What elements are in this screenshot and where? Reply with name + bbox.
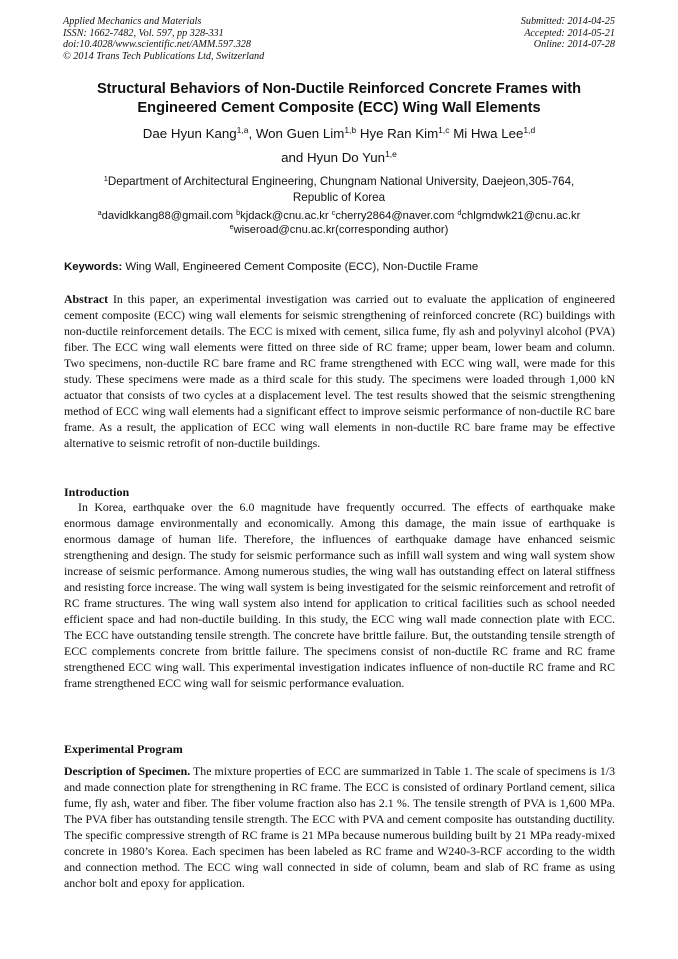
keywords-label: Keywords: — [64, 261, 123, 273]
title-line-2: Engineered Cement Composite (ECC) Wing Wall Elements — [137, 100, 541, 116]
introduction-paragraph: In Korea, earthquake over the 6.0 magnitude have frequently occurred. The effects of earthquake make enormous damage environmentally and economically. Among this damage, the main issue of earthquake is enormous damage of human life. Therefore, the influences of earthquake damage have enhanced seismic strengthening and design. The study for seismic performance such as infill wall system and wing wall system show increase of seismic performance. Among numerous studies, the wing wall has outstanding effect on lateral stiffness and resisting force increase. The wing wall system is being investigated for the seismic reinforcement and retrofit of RC frame structures. The wing wall system also intend for application to critical facilities such as school needed efficient space and had non-ductile building. In this study, the ECC wing wall made connection plate with ECC. The ECC have outstanding tensile strength. The concrete have brittle failure. But, the outstanding tensile strength of ECC complements concrete from brittle failure. The specimens consist of non-ductile RC frame and RC frame strengthened ECC wing wall. This experimental investigation indicates influence of non-ductile RC frame and RC frame strengthened ECC wing wall for seismic performance evaluation. — [64, 500, 615, 690]
emails-line-2 — [40, 223, 638, 237]
email-c: cherry2864@naver.com — [335, 210, 458, 222]
keywords — [64, 260, 624, 274]
specimen-description-paragraph — [64, 763, 615, 891]
introduction-heading: Introduction — [64, 485, 130, 499]
journal-copyright: © 2014 Trans Tech Publications Ltd, Switzerland — [63, 50, 265, 62]
online-date: Online: 2014-07-28 — [533, 39, 615, 51]
keywords-text: Wing Wall, Engineered Cement Composite (ECC), Non-Ductile Frame — [122, 261, 479, 273]
email-e: wiseroad@cnu.ac.kr(corresponding author) — [233, 224, 449, 236]
specimen-subheading: Description of Specimen. — [64, 764, 191, 778]
title-line-1: Structural Behaviors of Non-Ductile Reinforced Concrete Frames with — [96, 81, 582, 97]
email-sup: d — [457, 208, 462, 217]
emails-line-1 — [40, 209, 638, 223]
email-sup: b — [236, 208, 241, 217]
publication-dates — [521, 16, 615, 51]
author-name: Hye Ran Kim — [356, 126, 439, 141]
affiliation — [50, 174, 628, 205]
journal-issn: ISSN: 1662-7482, Vol. 597, pp 328-331 — [63, 27, 224, 39]
author-sup: 1,b — [344, 125, 357, 135]
author-list — [50, 122, 628, 170]
abstract-text: In this paper, an experimental investigation was carried out to evaluate the application of engineered cement composite (ECC) wing wall elements for seismic strengthening of reinforced concrete (RC) buildings with non-ductile reinforcement details. The ECC is mixed with cement, silica fume, fly ash and polyvinyl alcohol (PVA) fiber. The ECC wing wall elements were fitted on three side of RC frame; upper beam, lower beam and column. Two specimens, non-ductile RC bare frame and RC frame strengthened with ECC wing wall, were made for this study. These specimens were made as a third scale for this study. The specimens were loaded through 1,000 kN actuator that consists of two cycles at a displacement level. The test results showed that the seismic strengthening method of ECC wing wall elements had a significant effect to improve seismic performance of non-ductile RC bare frame. As a result, the application of ECC wing wall elements in non-ductile RC bare frame may be effective alternative to seismic retrofit of non-ductile buildings. — [64, 292, 615, 450]
authors-line-2 — [50, 146, 628, 170]
authors-line-1 — [50, 122, 628, 146]
email-sup: c — [331, 208, 336, 217]
abstract-label: Abstract — [64, 292, 109, 306]
email-b: kjdack@cnu.ac.kr — [240, 210, 332, 222]
affiliation-sup: 1 — [103, 174, 108, 183]
email-sup: e — [229, 222, 234, 231]
email-a: davidkkang88@gmail.com — [101, 210, 237, 222]
author-emails — [40, 209, 638, 237]
accepted-date: Accepted: 2014-05-21 — [524, 27, 615, 39]
journal-name: Applied Mechanics and Materials — [63, 16, 202, 27]
author-name: Dae Hyun Kang — [142, 126, 237, 141]
author-sup: 1,a — [236, 125, 249, 135]
affiliation-line-2: Republic of Korea — [292, 190, 386, 204]
email-sup: a — [97, 208, 102, 217]
journal-doi: doi:10.4028/www.scientific.net/AMM.597.328 — [63, 39, 251, 51]
author-name: , Won Guen Lim — [248, 126, 345, 141]
author-sup: 1,e — [385, 149, 397, 159]
email-d: chlgmdwk21@cnu.ac.kr — [461, 210, 581, 222]
author-name: Mi Hwa Lee — [449, 126, 524, 141]
author-sup: 1,d — [523, 125, 536, 135]
author-name: and Hyun Do Yun — [281, 150, 386, 165]
affiliation-line-1 — [50, 174, 628, 190]
paper-title — [50, 80, 628, 118]
submitted-date: Submitted: 2014-04-25 — [520, 16, 615, 27]
specimen-description-text: The mixture properties of ECC are summarized in Table 1. The scale of specimens is 1/3 and made connection plate for strengthening in RC frame. The ECC is consisted of ordinary Portland cement, silica fume, fly ash, water and fiber. The fiber volume fraction also has 2.1 %. The tensile strength of PVA is 1,600 MPa. The PVA fiber has outstanding tensile strength. The ECC with PVA and cement composite has outstanding ductility. The specific compressive strength of RC frame is 21 MPa because numerous building built by 21 MPa ready-mixed concrete in 1980’s Korea. Each specimen has been labeled as RC frame and W240-3-RCF according to the width and connection method. The ECC wing wall connected in side of column, beam and slab of RC frame as using anchor bolt and epoxy for application. — [64, 764, 615, 890]
abstract-paragraph — [64, 291, 615, 451]
experimental-heading: Experimental Program — [64, 742, 183, 756]
author-sup: 1,c — [438, 125, 450, 135]
affiliation-text: Department of Architectural Engineering, Chungnam National University, Daejeon,305-764, — [107, 175, 575, 188]
journal-info — [63, 16, 264, 62]
